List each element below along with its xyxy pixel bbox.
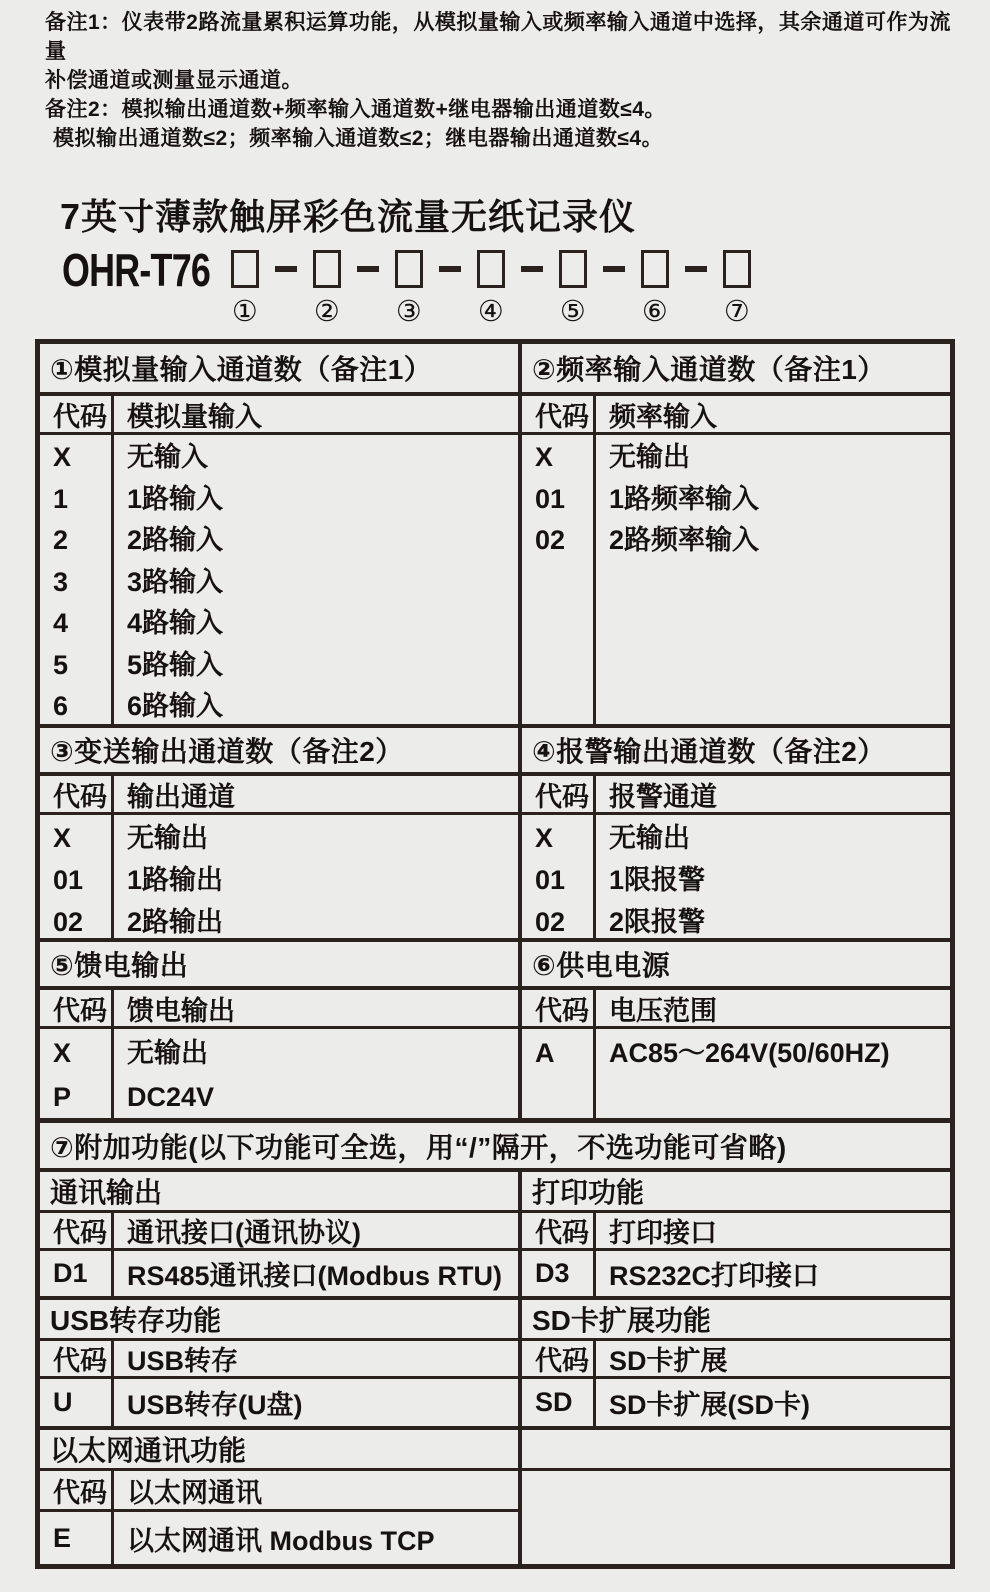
code-value: 01	[53, 865, 84, 895]
section-7-title: ⑦附加功能(以下功能可全选，用“/”隔开，不选功能可省略)	[50, 1131, 787, 1163]
model-dash	[685, 266, 707, 272]
model-dash	[439, 266, 461, 272]
ethernet-column-header-subrow	[40, 1471, 518, 1509]
section-1-2-header-row	[40, 344, 950, 392]
model-code-box-7	[723, 250, 751, 288]
code-column-header: 代码	[522, 990, 596, 1026]
code-description: 1路频率输入	[609, 483, 760, 514]
model-code-box-6	[641, 250, 669, 288]
model-position-4: ④	[477, 296, 504, 328]
code-column-header: 代码	[522, 776, 596, 812]
code-description: 2限报警	[609, 907, 706, 937]
code-value: X	[53, 442, 72, 472]
code-description: 5路输入	[127, 649, 224, 680]
code-value: D3	[522, 1251, 596, 1296]
code-description: 无输出	[127, 823, 208, 853]
section-6-column-header: 电压范围	[609, 995, 717, 1026]
section-1-title: ①模拟量输入通道数（备注1）	[40, 344, 522, 392]
model-slot-4	[476, 250, 506, 327]
comm-print-body-row	[40, 1248, 950, 1296]
page-title: 7英寸薄款触屏彩色流量无纸记录仪	[60, 196, 637, 237]
code-value: 3	[53, 566, 69, 597]
code-value: 01	[535, 483, 566, 514]
code-column-header: 代码	[40, 1213, 114, 1248]
code-value: X	[53, 1038, 72, 1068]
note-line-1: 备注1：仪表带2路流量累积运算功能，从模拟量输入或频率输入通道中选择，其余通道可作为流量	[45, 11, 951, 63]
print-subheader: 打印功能	[532, 1177, 645, 1208]
section-6-descriptions	[596, 1029, 950, 1118]
section-5-title: ⑤馈电输出	[40, 942, 522, 986]
code-description: USB转存(U盘)	[127, 1390, 303, 1420]
empty-cell	[522, 1430, 950, 1468]
code-column-header: 代码	[522, 1341, 596, 1376]
section-2-title: ②频率输入通道数（备注1）	[532, 354, 886, 385]
code-description: 2路输入	[127, 525, 224, 555]
code-value: SD	[522, 1379, 596, 1426]
section-3-4-body	[40, 812, 950, 938]
section-5-6-column-header-row	[40, 986, 950, 1026]
code-description: 1路输出	[127, 865, 224, 895]
code-column-header: 代码	[40, 1341, 114, 1376]
code-description: RS485通讯接口(Modbus RTU)	[127, 1261, 503, 1291]
model-position-6: ⑥	[641, 296, 668, 328]
code-value: 1	[53, 483, 69, 514]
section-5-codes	[40, 1029, 114, 1118]
model-position-1: ①	[231, 296, 258, 328]
code-value: X	[535, 442, 554, 472]
code-value: P	[53, 1082, 72, 1112]
usb-sd-body-row	[40, 1376, 950, 1426]
code-value: 2	[53, 525, 69, 555]
ethernet-column-header: 以太网通讯	[127, 1477, 262, 1508]
model-code-box-2	[313, 250, 341, 288]
section-1-2-body	[40, 432, 950, 724]
section-5-descriptions	[114, 1029, 518, 1118]
model-code-box-3	[395, 250, 423, 288]
code-column-header: 代码	[522, 1213, 596, 1248]
section-4-codes	[522, 815, 596, 938]
ethernet-value-subrow	[40, 1509, 518, 1564]
code-description: 1限报警	[609, 865, 706, 895]
model-slot-1	[230, 250, 260, 327]
model-code-box-1	[231, 250, 259, 288]
notes-block	[0, 0, 990, 153]
section-4-column-header: 报警通道	[609, 781, 717, 812]
sd-subheader: SD卡扩展功能	[532, 1305, 711, 1336]
section-2-codes	[522, 435, 596, 724]
model-position-3: ③	[395, 296, 422, 328]
code-value: U	[40, 1379, 114, 1426]
code-value: D1	[40, 1251, 114, 1296]
section-5-column-header: 馈电输出	[127, 995, 235, 1026]
usb-sd-subheader-row	[40, 1296, 950, 1338]
model-position-7: ⑦	[723, 296, 750, 328]
section-3-column-header: 输出通道	[127, 781, 235, 812]
usb-sd-column-header-row	[40, 1338, 950, 1376]
code-value: A	[535, 1038, 555, 1068]
code-description: 无输出	[609, 823, 690, 853]
model-slot-3	[394, 250, 424, 327]
model-dash	[603, 266, 625, 272]
section-2-column-header: 频率输入	[609, 401, 717, 432]
code-value: 02	[535, 525, 566, 555]
comm-print-column-header-row	[40, 1210, 950, 1248]
code-description: 4路输入	[127, 608, 224, 638]
code-column-header: 代码	[40, 990, 114, 1026]
model-code-box-4	[477, 250, 505, 288]
code-description: DC24V	[127, 1082, 215, 1112]
code-description: 6路输入	[127, 691, 224, 721]
sd-column-header: SD卡扩展	[609, 1346, 728, 1376]
usb-subheader: USB转存功能	[40, 1300, 522, 1338]
model-slot-6	[640, 250, 670, 327]
model-code-line	[62, 244, 990, 328]
code-description: 无输出	[609, 442, 690, 472]
section-3-descriptions	[114, 815, 518, 938]
code-description: AC85～264V(50/60HZ)	[609, 1038, 890, 1068]
empty-cell	[522, 1471, 950, 1564]
section-5-6-header-row	[40, 938, 950, 986]
model-dash	[357, 266, 379, 272]
code-value: 5	[53, 649, 69, 680]
ordering-table	[35, 339, 955, 1569]
model-position-2: ②	[313, 296, 340, 328]
code-value: 4	[53, 608, 69, 638]
code-value: E	[40, 1512, 114, 1564]
section-5-6-body	[40, 1026, 950, 1118]
section-6-codes	[522, 1029, 596, 1118]
code-description: 2路频率输入	[609, 525, 760, 555]
comm-print-subheader-row	[40, 1168, 950, 1210]
code-description: 无输入	[127, 442, 208, 472]
comm-column-header: 通讯接口(通讯协议)	[127, 1218, 361, 1248]
note-line-4: 模拟输出通道数≤2；频率输入通道数≤2；继电器输出通道数≤4。	[53, 127, 664, 150]
code-column-header: 代码	[40, 1471, 114, 1509]
code-description: 无输出	[127, 1038, 208, 1068]
model-slot-5	[558, 250, 588, 327]
section-1-codes	[40, 435, 114, 724]
code-value: 6	[53, 691, 69, 721]
section-3-4-header-row	[40, 724, 950, 772]
section-2-descriptions	[596, 435, 950, 724]
section-1-descriptions	[114, 435, 518, 724]
model-position-5: ⑤	[559, 296, 586, 328]
section-1-2-column-header-row	[40, 392, 950, 432]
code-value: 01	[535, 865, 566, 895]
code-value: 02	[53, 907, 84, 937]
code-description: 3路输入	[127, 566, 224, 597]
model-prefix: OHR-T76	[62, 244, 211, 296]
ethernet-subheader-row	[40, 1426, 950, 1468]
ethernet-body-row	[40, 1468, 950, 1564]
section-3-codes	[40, 815, 114, 938]
comm-subheader: 通讯输出	[40, 1172, 522, 1210]
ethernet-subheader: 以太网通讯功能	[40, 1430, 522, 1468]
section-4-title: ④报警输出通道数（备注2）	[532, 736, 886, 767]
code-value: X	[53, 823, 72, 853]
section-4-descriptions	[596, 815, 950, 938]
note-line-2: 补偿通道或测量显示通道。	[45, 69, 303, 92]
model-dash	[521, 266, 543, 272]
code-value: 02	[535, 907, 566, 937]
model-dash	[275, 266, 297, 272]
print-column-header: 打印接口	[609, 1218, 717, 1248]
model-slot-7	[722, 250, 752, 327]
usb-column-header: USB转存	[127, 1346, 239, 1376]
section-7-header-row	[40, 1118, 950, 1168]
code-column-header: 代码	[522, 396, 596, 432]
code-description: SD卡扩展(SD卡)	[609, 1390, 810, 1420]
section-3-4-column-header-row	[40, 772, 950, 812]
code-column-header: 代码	[40, 396, 114, 432]
code-description: 2路输出	[127, 907, 224, 937]
section-3-title: ③变送输出通道数（备注2）	[40, 728, 522, 772]
code-description: RS232C打印接口	[609, 1261, 820, 1291]
code-column-header: 代码	[40, 776, 114, 812]
code-description: 以太网通讯 Modbus TCP	[127, 1525, 435, 1556]
code-value: X	[535, 823, 554, 853]
code-description: 1路输入	[127, 483, 224, 514]
model-slot-2	[312, 250, 342, 327]
section-6-title: ⑥供电电源	[532, 950, 671, 981]
model-code-box-5	[559, 250, 587, 288]
section-1-column-header: 模拟量输入	[127, 401, 262, 432]
note-line-3: 备注2：模拟输出通道数+频率输入通道数+继电器输出通道数≤4。	[45, 98, 666, 121]
